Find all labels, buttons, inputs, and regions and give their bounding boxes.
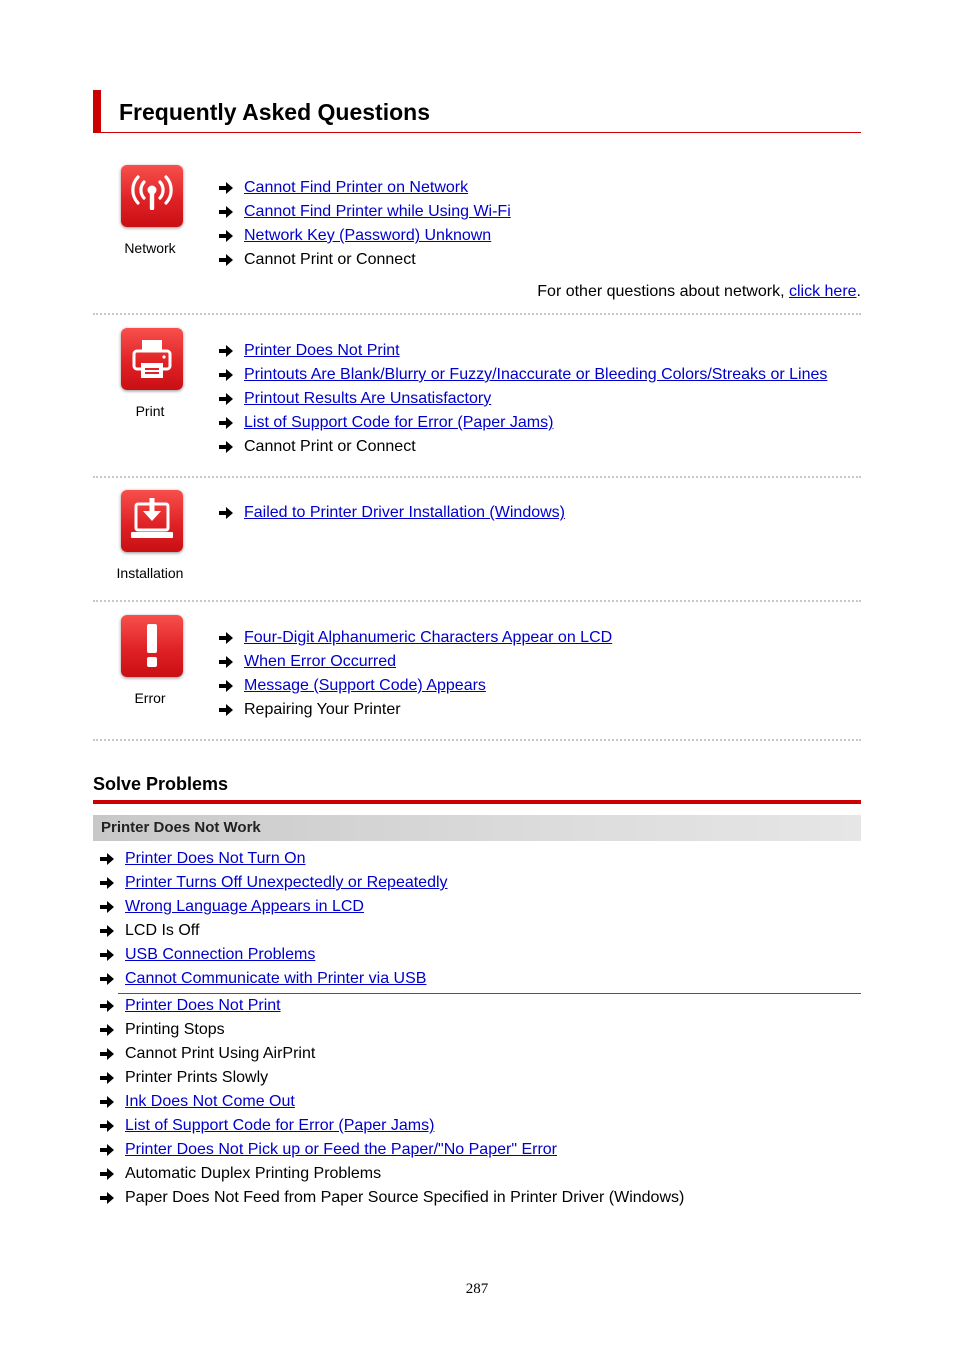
list-item [219,363,827,387]
printing-problems-list [100,994,684,1210]
problem-link[interactable]: Printer Turns Off Unexpectedly or Repeatedly [125,874,448,891]
problem-link[interactable]: Wrong Language Appears in LCD [125,898,364,915]
install-download-icon [121,490,183,552]
arrow-icon [100,895,114,919]
list-item [219,176,511,200]
problem-link[interactable]: Ink Does Not Come Out [125,1093,295,1110]
list-item [100,994,684,1018]
list-item [100,943,448,967]
arrow-icon [100,919,114,943]
arrow-icon [100,967,114,991]
problem-link[interactable]: Cannot Communicate with Printer via USB [125,970,427,987]
arrow-icon [219,674,233,698]
arrow-icon [100,994,114,1018]
arrow-icon [219,176,233,200]
list-item [219,501,565,525]
problem-text: Paper Does Not Feed from Paper Source Specified in Printer Driver (Windows) [125,1189,685,1206]
solve-heading-rule [93,800,861,804]
group-header-printer-does-not-work: Printer Does Not Work [93,815,861,841]
exclamation-icon [121,615,183,677]
faq-list-installation [219,501,565,525]
problem-link[interactable]: List of Support Code for Error (Paper Jams) [125,1117,435,1134]
list-item [219,650,612,674]
arrow-icon [100,1066,114,1090]
problem-text: Printer Prints Slowly [125,1069,269,1086]
faq-link[interactable]: Cannot Find Printer while Using Wi-Fi [244,203,511,220]
faq-link[interactable]: When Error Occurred [244,653,397,670]
solve-problems-heading: Solve Problems [93,774,229,794]
arrow-icon [100,1186,114,1210]
category-label-installation: Installation [116,565,184,581]
error-category-button[interactable] [121,615,183,677]
arrow-icon [219,501,233,525]
faq-list-error [219,626,612,722]
list-item [219,339,827,363]
faq-link[interactable]: Four-Digit Alphanumeric Characters Appear on LCD [244,629,613,646]
problem-link[interactable]: Printer Does Not Print [125,997,281,1014]
arrow-icon [219,435,233,459]
arrow-icon [219,248,233,272]
list-item [100,1138,684,1162]
section-divider [93,739,861,741]
arrow-icon [219,650,233,674]
list-item [100,871,448,895]
arrow-icon [100,943,114,967]
list-item [219,698,612,722]
arrow-icon [219,363,233,387]
arrow-icon [219,626,233,650]
category-label-error: Error [134,690,166,706]
list-item [100,1066,684,1090]
arrow-icon [100,1138,114,1162]
list-item [219,411,827,435]
list-item [219,248,511,272]
note-suffix: . [856,283,861,300]
list-item [100,967,448,991]
list-item [100,919,448,943]
problem-text: Cannot Print Using AirPrint [125,1045,316,1062]
arrow-icon [100,1114,114,1138]
problem-link[interactable]: USB Connection Problems [125,946,316,963]
faq-text: Cannot Print or Connect [244,438,416,455]
faq-list-print [219,339,827,459]
faq-link[interactable]: Printout Results Are Unsatisfactory [244,390,492,407]
list-item [100,847,448,871]
list-item [100,1162,684,1186]
arrow-icon [100,1018,114,1042]
note-text: For other questions about network, [537,283,789,300]
problem-link[interactable]: Printer Does Not Pick up or Feed the Paper/"No Paper" Error [125,1141,557,1158]
faq-link[interactable]: Failed to Printer Driver Installation (Windows) [244,504,565,521]
faq-link[interactable]: Printer Does Not Print [244,342,400,359]
network-category-button[interactable] [121,165,183,227]
list-item [100,895,448,919]
wifi-antenna-icon [121,165,183,227]
faq-section-installation [93,490,861,590]
category-label-network: Network [124,240,176,256]
list-item [219,435,827,459]
arrow-icon [100,1042,114,1066]
arrow-icon [219,387,233,411]
click-here-link[interactable]: click here [788,283,857,300]
list-item [219,387,827,411]
page-title-text: Frequently Asked Questions [119,99,430,125]
faq-link[interactable]: Network Key (Password) Unknown [244,227,492,244]
arrow-icon [219,200,233,224]
category-label-print: Print [135,403,165,419]
installation-category-button[interactable] [121,490,183,552]
arrow-icon [100,1162,114,1186]
list-item [100,1042,684,1066]
faq-link[interactable]: Printouts Are Blank/Blurry or Fuzzy/Inaccurate or Bleeding Colors/Streaks or Lines [244,366,828,383]
faq-text: Repairing Your Printer [244,701,401,718]
list-item [219,224,511,248]
faq-text: Cannot Print or Connect [244,251,416,268]
list-item [100,1090,684,1114]
arrow-icon [219,698,233,722]
faq-section-network [93,165,861,305]
arrow-icon [100,847,114,871]
arrow-icon [219,339,233,363]
printer-icon [121,328,183,390]
problem-text: Printing Stops [125,1021,225,1038]
list-item [219,200,511,224]
arrow-icon [219,411,233,435]
list-item [219,674,612,698]
network-note [537,280,861,304]
arrow-icon [219,224,233,248]
arrow-icon [100,871,114,895]
problem-link[interactable]: Printer Does Not Turn On [125,850,306,867]
list-item [100,1186,684,1210]
section-divider [93,476,861,478]
title-accent-bar [93,90,101,133]
page-title [93,90,861,133]
print-category-button[interactable] [121,328,183,390]
arrow-icon [100,1090,114,1114]
faq-link[interactable]: Message (Support Code) Appears [244,677,486,694]
list-item [100,1018,684,1042]
faq-link[interactable]: Cannot Find Printer on Network [244,179,469,196]
printer-does-not-work-list [100,847,448,991]
list-item [219,626,612,650]
page-number: 287 [465,1281,489,1297]
problem-text: Automatic Duplex Printing Problems [125,1165,382,1182]
section-divider [93,600,861,602]
problem-text: LCD Is Off [125,922,200,939]
section-divider [93,313,861,315]
faq-section-print [93,328,861,468]
faq-list-network [219,176,511,272]
faq-section-error [93,615,861,725]
faq-link[interactable]: List of Support Code for Error (Paper Jams) [244,414,554,431]
list-item [100,1114,684,1138]
